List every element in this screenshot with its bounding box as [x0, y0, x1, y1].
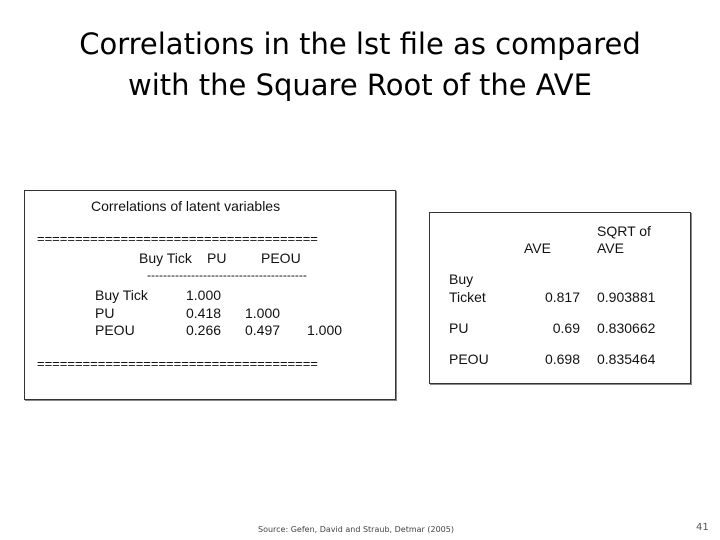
header-sqrt-line-2: AVE — [597, 240, 624, 256]
ave-table-image — [429, 212, 691, 384]
ave-buy-ticket: 0.817 — [544, 289, 580, 305]
header-sqrt-line-1: SQRT of — [597, 223, 651, 239]
cell-pu-buy-tick: 0.418 — [186, 305, 222, 321]
cell-buy-tick-buy-tick: 1.000 — [186, 287, 222, 303]
separator-bottom: ===================================== — [37, 356, 318, 371]
source-citation: Source: Gefen, David and Straub, Detmar (2005) — [258, 525, 454, 534]
ave-peou: 0.698 — [544, 351, 580, 367]
sqrt-peou: 0.835464 — [597, 351, 656, 367]
cell-peou-buy-tick: 0.266 — [186, 322, 222, 338]
separator-dashes: ---------------------------------------- — [147, 268, 307, 282]
row-label-buy-line-1: Buy — [449, 271, 474, 287]
slide-title-line-2: with the Square Root of the AVE — [128, 68, 592, 102]
correlations-heading: Correlations of latent variables — [91, 198, 281, 214]
row-label-peou: PEOU — [95, 322, 135, 338]
cell-pu-pu: 1.000 — [245, 305, 281, 321]
correlations-table-image — [24, 190, 396, 400]
column-header-peou: PEOU — [261, 250, 301, 266]
page-number: 41 — [696, 522, 709, 533]
slide-title — [40, 24, 680, 106]
cell-peou-pu: 0.497 — [245, 322, 281, 338]
row-label-buy-tick: Buy Tick — [95, 287, 148, 303]
sqrt-buy-ticket: 0.903881 — [597, 289, 656, 305]
sqrt-pu: 0.830662 — [597, 320, 656, 336]
ave-pu: 0.69 — [552, 320, 580, 336]
column-header-buy-tick: Buy Tick — [139, 250, 192, 266]
row-label-peou: PEOU — [449, 351, 489, 367]
cell-peou-peou: 1.000 — [307, 322, 343, 338]
header-ave: AVE — [524, 240, 551, 256]
column-header-pu: PU — [207, 250, 227, 266]
row-label-pu: PU — [95, 305, 115, 321]
row-label-pu: PU — [449, 320, 469, 336]
separator-top: ===================================== — [37, 231, 318, 246]
row-label-buy-line-2: Ticket — [449, 289, 486, 305]
slide-title-line-1: Correlations in the lst file as compared — [79, 27, 641, 61]
